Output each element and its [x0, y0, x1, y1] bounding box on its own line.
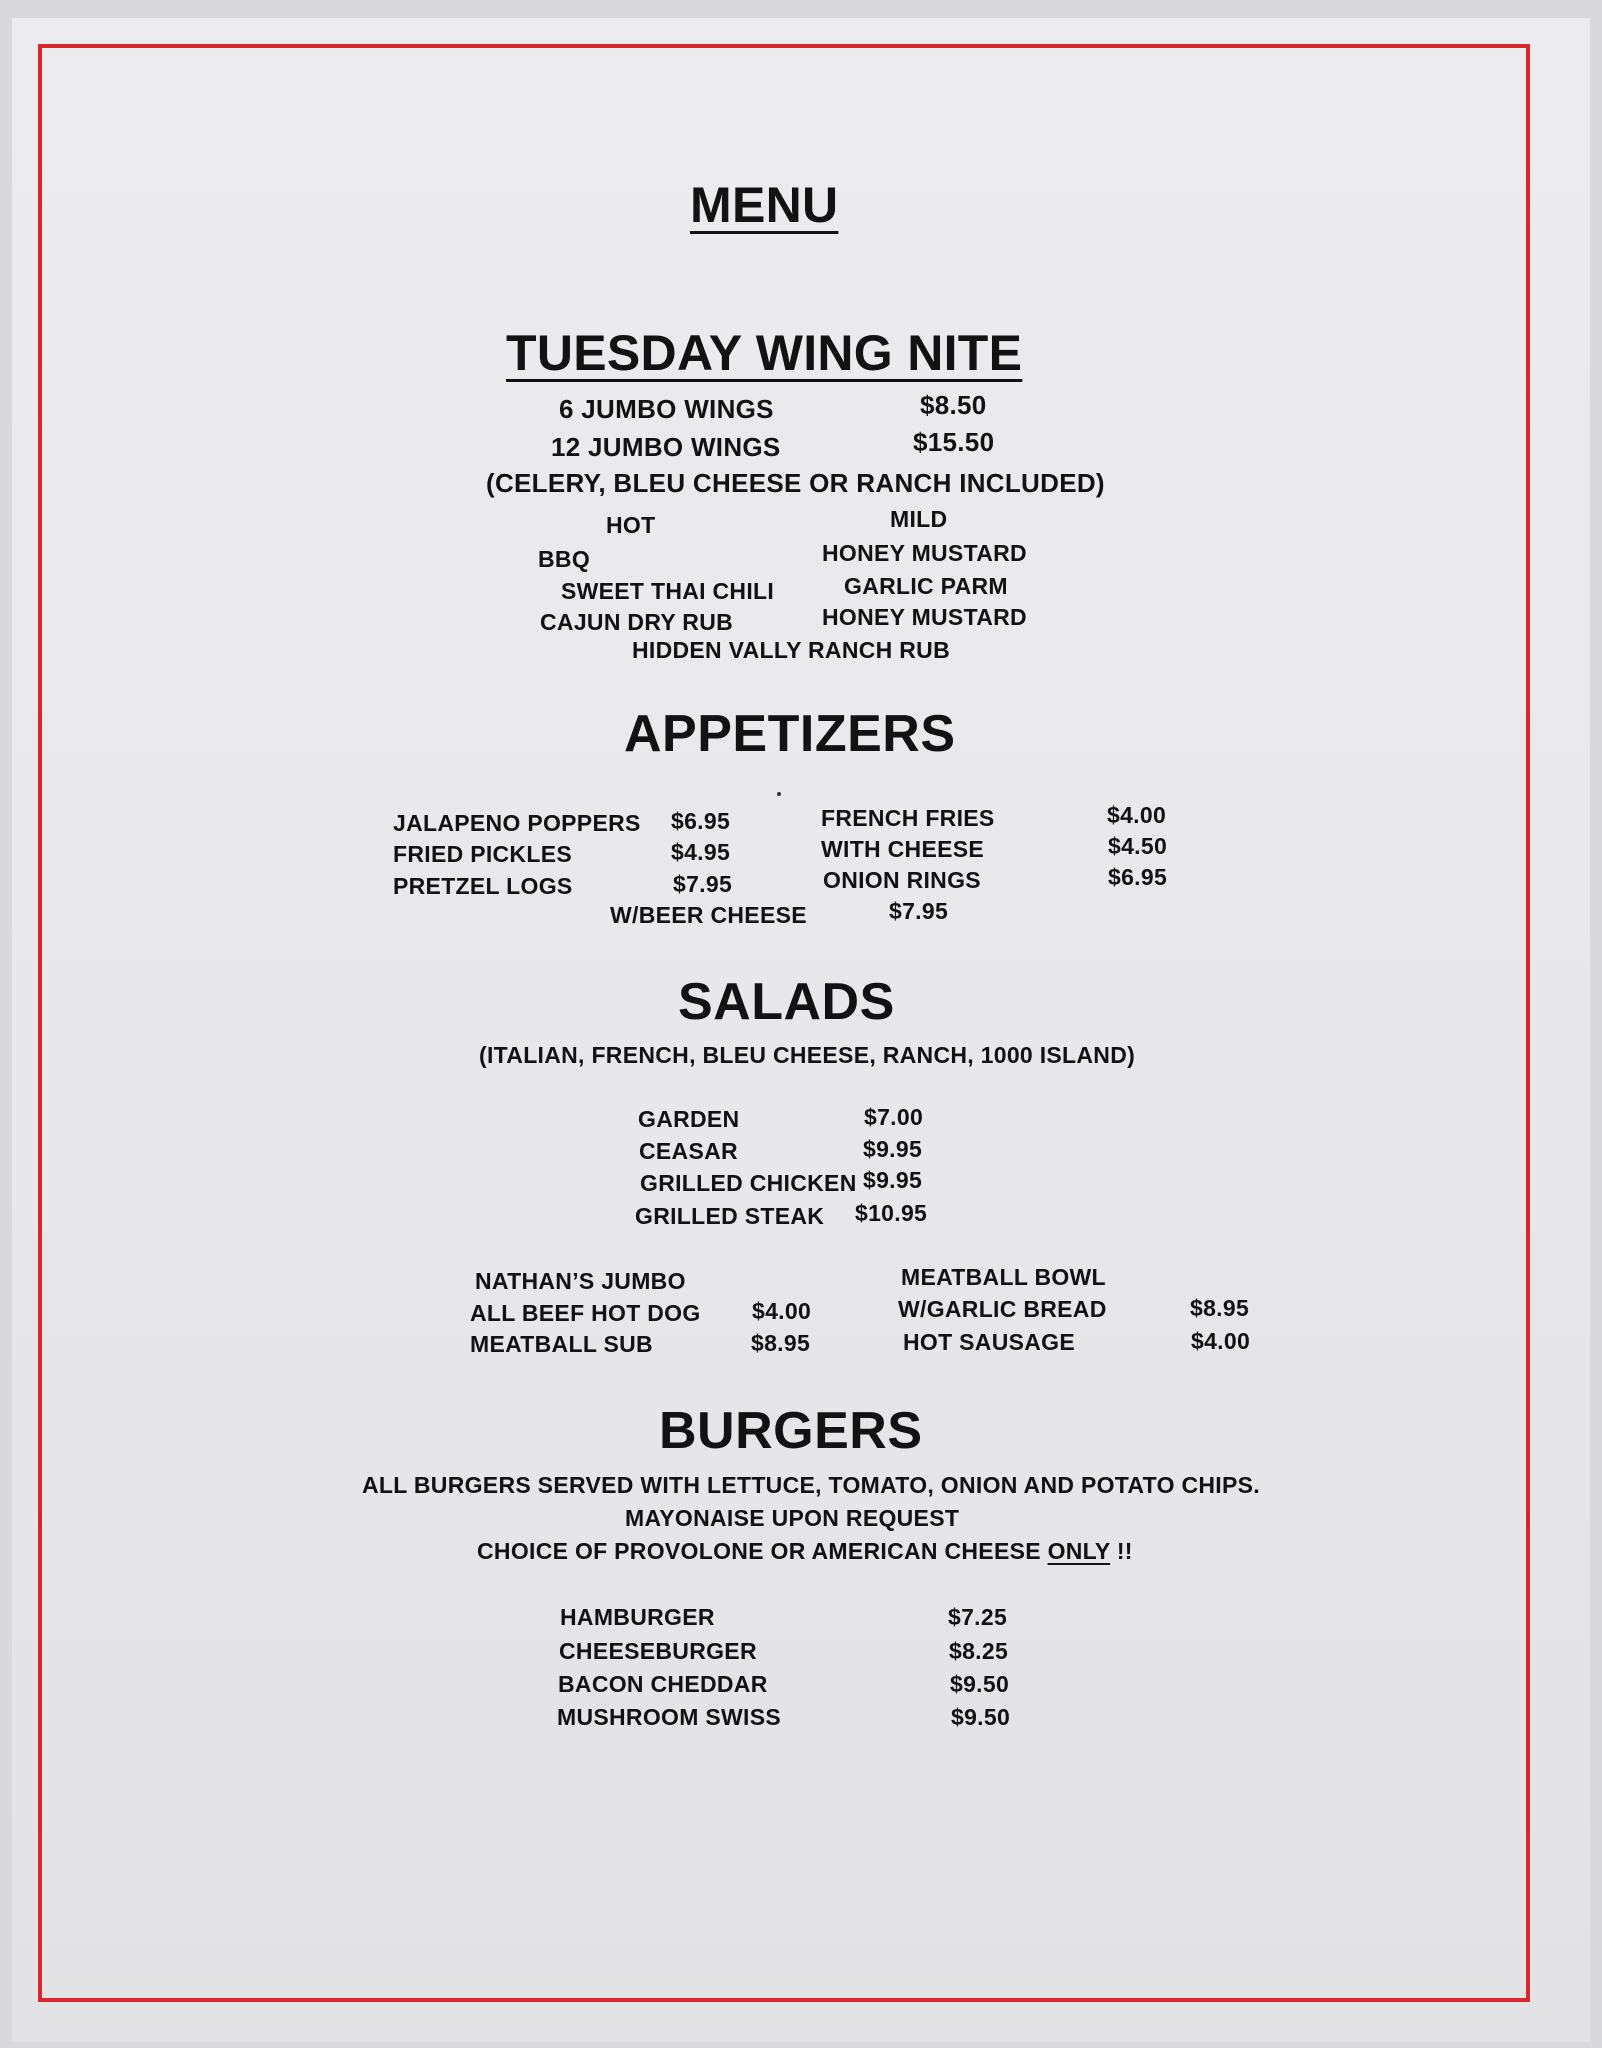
hot-sausage-name: HOT SAUSAGE: [903, 1329, 1075, 1355]
burger-name: CHEESEBURGER: [559, 1638, 757, 1664]
salad-name: CEASAR: [639, 1138, 738, 1164]
flavor-hidden-vally-ranch-rub: HIDDEN VALLY RANCH RUB: [632, 637, 950, 663]
appetizer-price: $7.95: [889, 898, 949, 924]
meatball-sub-name: MEATBALL SUB: [470, 1331, 653, 1357]
appetizer-name: ONION RINGS: [823, 867, 981, 893]
salad-price: $9.95: [863, 1167, 923, 1193]
hot-sausage-price: $4.00: [1191, 1328, 1251, 1354]
appetizer-name: FRIED PICKLES: [393, 841, 572, 867]
flavor-bbq: BBQ: [538, 546, 591, 572]
wing-item-name: 6 JUMBO WINGS: [559, 394, 774, 424]
appetizer-name: JALAPENO POPPERS: [393, 810, 641, 836]
salad-name: GRILLED STEAK: [635, 1203, 825, 1229]
cheese-note-exclaim: !!: [1110, 1538, 1133, 1564]
appetizer-price: $4.50: [1108, 833, 1168, 859]
meatball-bowl-name-line2: W/GARLIC BREAD: [898, 1296, 1107, 1322]
burger-price: $9.50: [951, 1704, 1011, 1730]
meatball-bowl-name-line1: MEATBALL BOWL: [901, 1264, 1106, 1290]
flavor-mild: MILD: [890, 506, 948, 532]
menu-title: MENU: [690, 177, 839, 233]
wing-item-price: $15.50: [913, 427, 995, 457]
burger-name: BACON CHEDDAR: [558, 1671, 768, 1697]
appetizer-price: $6.95: [1108, 864, 1168, 890]
flavor-honey-mustard: HONEY MUSTARD: [822, 540, 1027, 566]
salad-name: GARDEN: [638, 1106, 740, 1132]
appetizer-price: $4.00: [1107, 802, 1167, 828]
appetizer-name: FRENCH FRIES: [821, 805, 995, 831]
burgers-title: BURGERS: [659, 1402, 923, 1460]
appetizer-name: W/BEER CHEESE: [610, 902, 807, 928]
cheese-note-only: ONLY: [1047, 1538, 1111, 1564]
wing-item-name: 12 JUMBO WINGS: [551, 432, 781, 462]
burger-price: $7.25: [948, 1604, 1008, 1630]
hot-dog-name-line2: ALL BEEF HOT DOG: [470, 1300, 701, 1326]
stray-dot: [777, 792, 781, 796]
flavor-honey-mustard: HONEY MUSTARD: [822, 604, 1027, 630]
salad-name: GRILLED CHICKEN: [640, 1170, 857, 1196]
flavor-cajun-dry-rub: CAJUN DRY RUB: [540, 609, 734, 635]
cheese-note-text: CHOICE OF PROVOLONE OR AMERICAN CHEESE: [477, 1538, 1048, 1564]
meatball-sub-price: $8.95: [751, 1330, 811, 1356]
burger-price: $8.25: [949, 1638, 1009, 1664]
appetizer-price: $4.95: [671, 839, 731, 865]
wing-nite-title: TUESDAY WING NITE: [506, 325, 1023, 381]
appetizer-price: $7.95: [673, 871, 733, 897]
appetizers-title: APPETIZERS: [624, 705, 956, 763]
meatball-bowl-price: $8.95: [1190, 1295, 1250, 1321]
burgers-description: ALL BURGERS SERVED WITH LETTUCE, TOMATO, ONION AND POTATO CHIPS.: [362, 1472, 1260, 1498]
appetizer-price: $6.95: [671, 808, 731, 834]
salad-price: $9.95: [863, 1136, 923, 1162]
appetizer-name: PRETZEL LOGS: [393, 873, 573, 899]
burger-name: HAMBURGER: [560, 1604, 715, 1630]
salad-price: $7.00: [864, 1104, 924, 1130]
salads-title: SALADS: [678, 973, 895, 1031]
wing-item-price: $8.50: [920, 390, 987, 420]
wing-note: (CELERY, BLEU CHEESE OR RANCH INCLUDED): [486, 468, 1105, 498]
hot-dog-name-line1: NATHAN’S JUMBO: [475, 1268, 686, 1294]
salad-price: $10.95: [855, 1200, 928, 1226]
burger-name: MUSHROOM SWISS: [557, 1704, 781, 1730]
flavor-hot: HOT: [606, 512, 656, 538]
flavor-sweet-thai-chili: SWEET THAI CHILI: [561, 578, 775, 604]
burgers-cheese-note: [477, 1540, 1133, 1563]
flavor-garlic-parm: GARLIC PARM: [844, 573, 1008, 599]
appetizer-name: WITH CHEESE: [821, 836, 985, 862]
burgers-mayo-note: MAYONAISE UPON REQUEST: [625, 1505, 960, 1531]
salad-dressings: (ITALIAN, FRENCH, BLEU CHEESE, RANCH, 1000 ISLAND): [479, 1042, 1136, 1068]
burger-price: $9.50: [950, 1671, 1010, 1697]
hot-dog-price: $4.00: [752, 1298, 812, 1324]
